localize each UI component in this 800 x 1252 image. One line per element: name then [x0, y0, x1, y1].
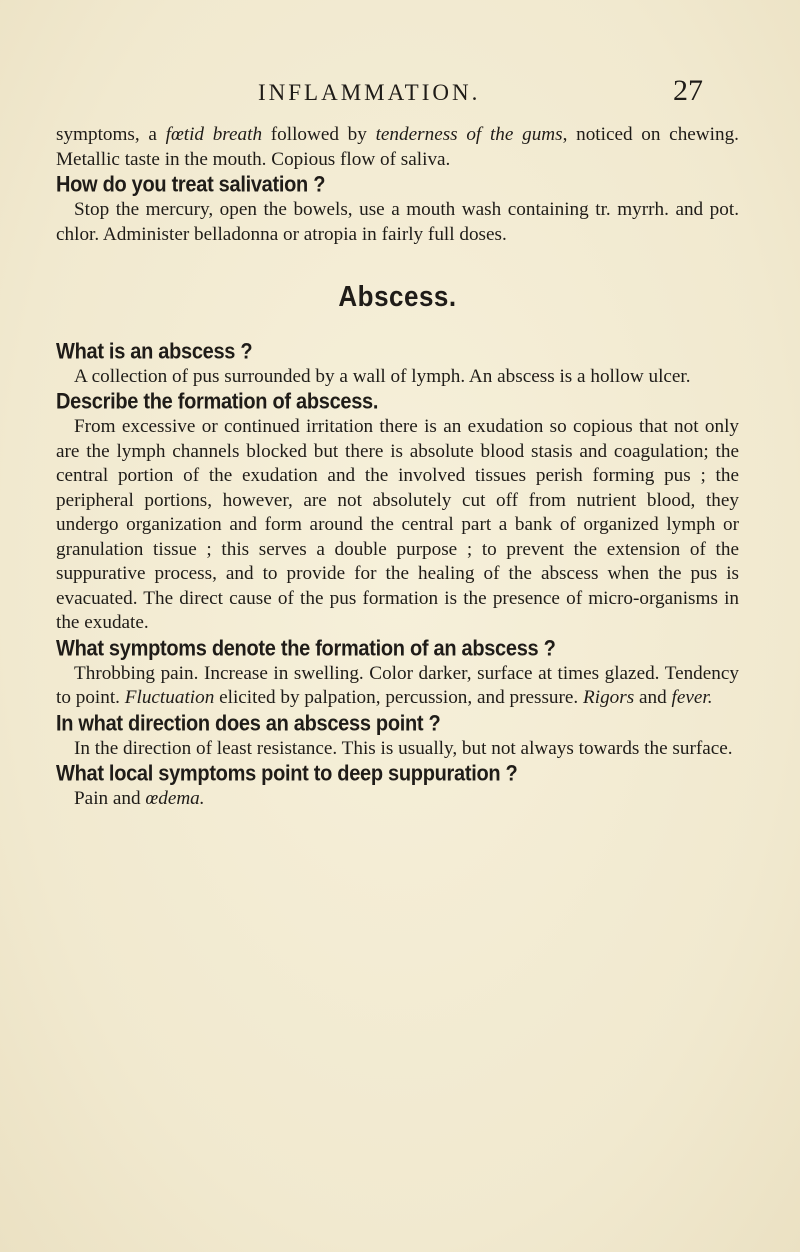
- answer-direction: In the direction of least resistance. This is usually, but not always towards the surface.: [74, 737, 733, 759]
- intro-text-2: followed by: [262, 124, 376, 145]
- question-symptoms: What symptoms denote the formation of an abscess ?: [56, 636, 556, 661]
- answer-formation: From excessive or continued irritation there is an exudation so copious that not only are the lymph channels blocked but there is absolute blood stasis and coagulation; the central portion of the exudation and the involved tissues perish forming pus ; the peripheral portions, however, are not absolutely cut off from nutrient blood, they undergo organization and form around the central part a bank of organized lymph or granulation tissue ; this serves a double purpose ; to prevent the extension of the suppurative process, and to provide for the healing of the abscess when the pus is evacuated. The direct cause of the pus formation is the presence of micro-organisms in the exudate.: [56, 416, 739, 633]
- question-deep-suppuration: What local symptoms point to deep suppuration ?: [56, 761, 518, 787]
- question-what-abscess: What is an abscess ?: [56, 339, 253, 364]
- answer-symptoms: [56, 662, 739, 711]
- symptoms-italic-3: fever.: [671, 687, 713, 708]
- answer-salivation: Stop the mercury, open the bowels, use a mouth wash containing tr. myrrh. and pot. chlor. Administer belladonna or atropia in fairly full doses.: [56, 199, 739, 245]
- question-formation: Describe the formation of abscess.: [56, 389, 379, 415]
- intro-italic-1: fœtid breath: [165, 124, 263, 145]
- symptoms-text-3: and: [634, 687, 672, 708]
- deep-text-1: Pain and: [74, 788, 146, 809]
- question-salivation: How do you treat salivation ?: [56, 172, 326, 198]
- intro-text-1: symptoms, a: [56, 124, 166, 145]
- answer-what-abscess: A collection of pus surrounded by a wall of lymph. An abscess is a hollow ulcer.: [74, 365, 691, 387]
- intro-text-3: , noticed on chewing. Metallic taste in the mouth. Copious flow of saliva.: [56, 124, 739, 170]
- answer-deep-suppuration: [56, 787, 739, 812]
- intro-paragraph: [56, 123, 739, 172]
- page-number: 27: [673, 74, 703, 107]
- page-body: [56, 123, 739, 812]
- deep-italic-1: œdema.: [145, 788, 205, 809]
- symptoms-italic-1: Fluctuation: [124, 687, 215, 708]
- symptoms-text-1: Throbbing pain. Increase in swelling. Color darker, surface at times glazed. Tendency to point.: [56, 662, 739, 708]
- running-head: INFLAMMATION.: [258, 80, 481, 105]
- symptoms-italic-2: Rigors: [583, 687, 635, 708]
- section-title: Abscess.: [338, 279, 457, 313]
- question-direction: In what direction does an abscess point ?: [56, 711, 441, 736]
- symptoms-text-2: elicited by palpation, percussion, and pressure.: [214, 687, 584, 708]
- intro-italic-2: tenderness of the gums: [375, 124, 563, 145]
